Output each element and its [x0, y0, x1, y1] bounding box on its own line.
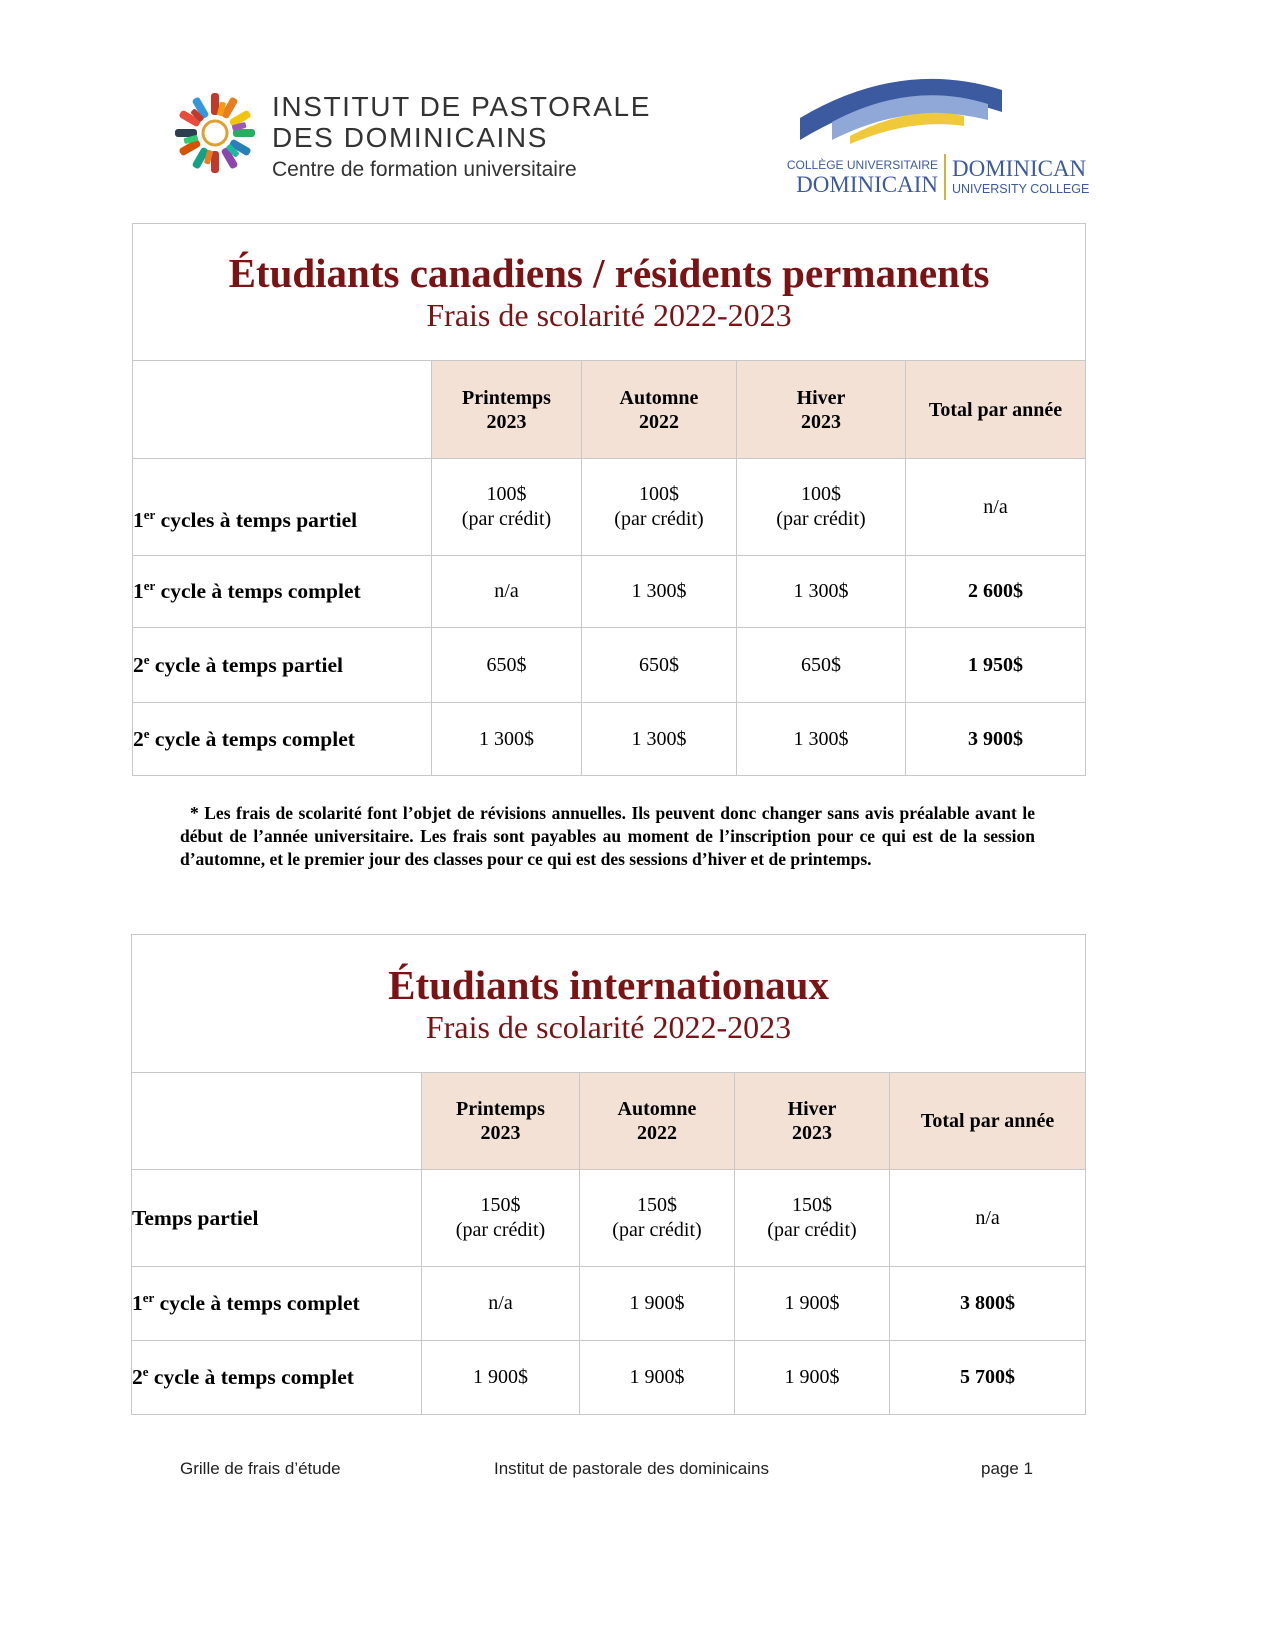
row-label: 1er cycle à temps complet: [132, 1267, 422, 1341]
cell-total: 2 600$: [906, 556, 1086, 628]
cell-winter: 1 300$: [737, 703, 906, 776]
cell-fall: 1 300$: [582, 703, 737, 776]
logo-line-institut: INSTITUT DE PASTORALE: [272, 91, 652, 122]
canadian-title: Étudiants canadiens / résidents permanents: [228, 250, 990, 296]
cell-spring: 150$ (par crédit): [422, 1170, 580, 1267]
header-blank-cell: [132, 1073, 422, 1170]
col-header-total: Total par année: [906, 361, 1086, 459]
college-logo: [786, 66, 1116, 206]
international-fees-table: [131, 934, 1086, 1415]
cell-total: 1 950$: [906, 628, 1086, 703]
table-row: [133, 703, 1086, 776]
college-fr-line1: COLLÈGE UNIVERSITAIRE: [786, 158, 938, 172]
col-header-fall: Automne 2022: [580, 1073, 735, 1170]
logo-line-dominicains: DES DOMINICAINS: [272, 122, 549, 153]
cell-fall: 1 900$: [580, 1341, 735, 1415]
row-label: 1er cycles à temps partiel: [133, 459, 432, 556]
table-row: [133, 628, 1086, 703]
table-row: [132, 1267, 1086, 1341]
cell-fall: 150$ (par crédit): [580, 1170, 735, 1267]
cell-fall: 100$ (par crédit): [582, 459, 737, 556]
cell-spring: n/a: [422, 1267, 580, 1341]
cell-winter: 1 900$: [735, 1267, 890, 1341]
table-row: [133, 556, 1086, 628]
college-arches-icon: [786, 66, 1116, 156]
cell-winter: 150$ (par crédit): [735, 1170, 890, 1267]
col-header-spring: Printemps 2023: [422, 1073, 580, 1170]
col-header-winter: Hiver 2023: [735, 1073, 890, 1170]
cell-total: 3 900$: [906, 703, 1086, 776]
canadian-fees-table: [132, 223, 1086, 776]
cell-spring: 650$: [432, 628, 582, 703]
cell-total: 5 700$: [890, 1341, 1086, 1415]
cell-fall: 650$: [582, 628, 737, 703]
col-header-fall: Automne 2022: [582, 361, 737, 459]
college-en-line1: DOMINICAN: [952, 156, 1087, 181]
cell-spring: 1 300$: [432, 703, 582, 776]
table-row: [132, 1341, 1086, 1415]
cell-fall: 1 300$: [582, 556, 737, 628]
footer-center: Institut de pastorale des dominicains: [494, 1459, 769, 1478]
cell-spring: 1 900$: [422, 1341, 580, 1415]
cell-total: n/a: [890, 1170, 1086, 1267]
institut-emblem-icon: [170, 88, 260, 178]
fees-note: * Les frais de scolarité font l’objet de révisions annuelles. Ils peuvent donc changer sans avis préalable avant le début de l’année universitaire. Les frais sont payables au moment de l’inscription pour ce qui est de la session d’automne, et le premier jour des classes pour ce qui est des sessions d’hiver et de printemps.: [180, 803, 1035, 869]
college-en-line2: UNIVERSITY COLLEGE: [952, 182, 1090, 196]
cell-total: 3 800$: [890, 1267, 1086, 1341]
cell-total: n/a: [906, 459, 1086, 556]
row-label: 2e cycle à temps complet: [133, 703, 432, 776]
col-header-spring: Printemps 2023: [432, 361, 582, 459]
international-title-cell: [132, 935, 1086, 1073]
col-header-winter: Hiver 2023: [737, 361, 906, 459]
international-title: Étudiants internationaux: [388, 961, 829, 1008]
institut-logo: [170, 88, 670, 188]
canadian-title-cell: [133, 224, 1086, 361]
col-header-total: Total par année: [890, 1073, 1086, 1170]
cell-fall: 1 900$: [580, 1267, 735, 1341]
cell-winter: 100$ (par crédit): [737, 459, 906, 556]
cell-winter: 1 900$: [735, 1341, 890, 1415]
row-label: 1er cycle à temps complet: [133, 556, 432, 628]
row-label: 2e cycle à temps complet: [132, 1341, 422, 1415]
header-blank-cell: [133, 361, 432, 459]
college-logo-divider: [944, 154, 946, 200]
cell-spring: n/a: [432, 556, 582, 628]
cell-winter: 1 300$: [737, 556, 906, 628]
table-row: [133, 459, 1086, 556]
table-row: [132, 1170, 1086, 1267]
footer-page-number: page 1: [981, 1459, 1033, 1478]
cell-spring: 100$ (par crédit): [432, 459, 582, 556]
cell-winter: 650$: [737, 628, 906, 703]
college-fr-line2: DOMINICAIN: [796, 172, 938, 197]
footer-left: Grille de frais d’étude: [180, 1459, 341, 1478]
row-label: Temps partiel: [132, 1170, 422, 1267]
international-subtitle: Frais de scolarité 2022-2023: [425, 1008, 792, 1045]
logo-line-centre: Centre de formation universitaire: [272, 158, 577, 181]
canadian-subtitle: Frais de scolarité 2022-2023: [426, 297, 792, 333]
row-label: 2e cycle à temps partiel: [133, 628, 432, 703]
